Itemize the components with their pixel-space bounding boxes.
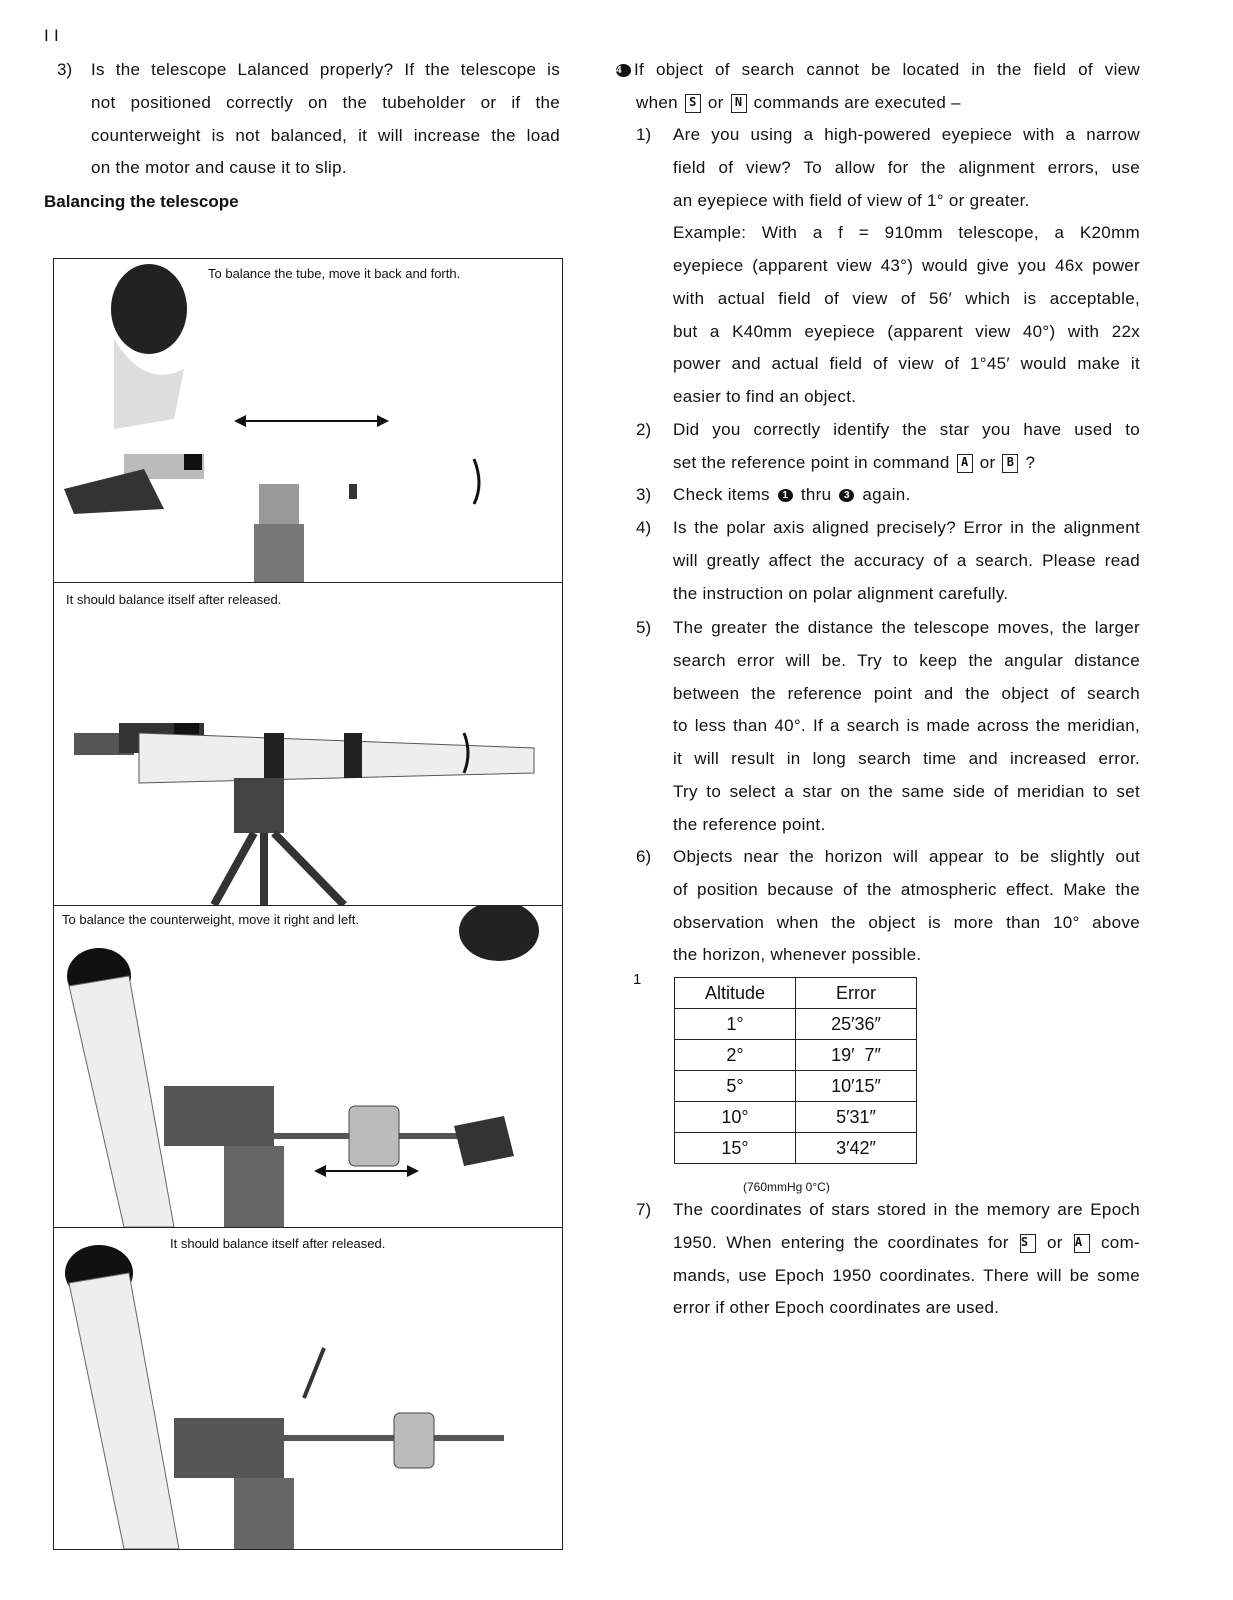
circled-number-1: 1 [778,489,793,502]
text-line [673,780,1140,804]
text-line [673,813,825,837]
text-run: thru [795,485,837,504]
telescope-tube-photo [54,259,562,582]
command-key-a: A [1074,1234,1090,1253]
text-line [673,516,1140,540]
altitude-cell: 2° [675,1040,796,1071]
text-line [673,714,1140,738]
figure-panel-1 [54,259,562,583]
table-note: (760mmHg 0°C) [743,1180,830,1194]
text-run: Is the polar axis aligned precisely? Error in the alignment [673,518,1140,537]
text-line: on the motor and cause it to slip. [91,158,347,178]
table-row [675,1009,917,1040]
balancing-figure [53,258,563,1550]
item-number: 4) [636,518,652,537]
command-key-a: A [957,454,973,473]
text-run: power and actual field of view of 1°45′ would make it [673,354,1140,374]
page-marker: I I [44,26,60,45]
text-line [673,582,1008,606]
text-run: again. [857,485,911,504]
figure-panel-4 [54,1228,562,1549]
counterweight-photo [54,906,562,1227]
altitude-cell: 5° [675,1071,796,1102]
text-line [673,320,1140,344]
text-line [673,747,1140,771]
text-run: ? [1020,452,1036,472]
item-number: 5) [636,618,652,637]
text-line [673,943,921,967]
text-run: between the reference point and the object of search [673,683,1140,703]
text-run: it will result in long search time and increased error. [673,749,1140,768]
text-line [673,1296,999,1320]
text-run: Did you correctly identify the star you have used to [673,420,1140,439]
header-error: Error [796,978,917,1009]
figure-panel-3 [54,906,562,1228]
item-number: 1) [636,125,652,144]
text-line [673,189,1030,213]
text-line [673,352,1140,376]
text-line: Is the telescope Lalanced properly? If the telescope is [91,60,560,79]
caption: To balance the counterweight, move it right and left. [62,912,360,927]
error-cell: 25′36″ [796,1009,917,1040]
circled-number-4: 4 [616,64,631,77]
text-run: search error will be. Try to keep the angular distance [673,650,1140,670]
text-run: or [1037,1232,1072,1252]
text-run: when [636,92,683,112]
error-cell: 3′42″ [796,1133,917,1164]
item-number: 2) [636,420,652,439]
table-row [675,1071,917,1102]
command-key-s: S [685,94,701,113]
text-line [673,287,1140,311]
text-run: com- [1091,1232,1140,1252]
text-line [673,549,1140,573]
text-line [673,483,911,507]
text-run: mands, use Epoch 1950 coordinates. There will be some [673,1265,1140,1285]
text-run: commands are executed – [748,92,961,112]
error-table [674,977,917,1164]
text-line [673,254,1140,278]
text-run: of position because of the atmospheric effect. Make the [673,879,1140,899]
text-run: error if other Epoch coordinates are used. [673,1298,1000,1318]
telescope-balanced-photo [54,583,562,905]
table-row [675,1040,917,1071]
altitude-cell: 1° [675,1009,796,1040]
text-run: easier to find an object. [673,387,857,406]
text-run: the reference point. [673,814,826,834]
text-run: or [974,452,1001,472]
item-number: 6) [636,847,652,866]
text-run: to less than 40°. If a search is made across the meridian, [673,716,1140,736]
text-run: with actual field of view of 56′ which is acceptable, [673,288,1140,308]
command-key-s: S [1020,1234,1036,1253]
table-header-row [675,978,917,1009]
caption: It should balance itself after released. [170,1236,386,1251]
text-run: or [702,92,729,112]
text-line [673,385,856,409]
text-line [673,616,1140,640]
item-number: 3) [57,60,73,79]
text-line [673,1231,1140,1255]
text-line [673,418,1140,442]
text-run: Objects near the horizon will appear to be slightly out [673,847,1140,866]
text-line [673,156,1140,180]
text-run: Check items [673,485,775,504]
text-line [636,91,961,115]
text-run: an eyepiece with field of view of 1° or greater. [673,190,1030,210]
command-key-n: N [731,94,747,113]
error-cell: 19′ 7″ [796,1040,917,1071]
text-run: observation when the object is more than 10° above [673,912,1140,932]
counterweight-balanced-photo [54,1228,562,1549]
section-heading: Balancing the telescope [44,192,239,211]
text-line: counterweight is not balanced, it will increase the load [91,125,560,145]
caption: It should balance itself after released. [66,592,282,607]
item-number: 7) [636,1200,652,1219]
text-run: eyepiece (apparent view 43°) would give you 46x power [673,256,1140,275]
text-line [673,123,1140,147]
header-altitude: Altitude [675,978,796,1009]
text-run: field of view? To allow for the alignment errors, use [673,157,1140,177]
text-line [673,845,1140,869]
text-line [613,58,1140,82]
altitude-cell: 10° [675,1102,796,1133]
text-run: the horizon, whenever possible. [673,945,922,965]
text-run: The greater the distance the telescope moves, the larger [673,618,1140,637]
text-run: 1950. When entering the coordinates for [673,1232,1018,1252]
text-line [673,911,1140,935]
circled-number-3: 3 [839,489,854,502]
caption: To balance the tube, move it back and forth. [208,266,461,281]
text-run: the instruction on polar alignment carefully. [673,583,1009,603]
table-row [675,1102,917,1133]
text-line [673,221,1140,245]
text-run: will greatly affect the accuracy of a search. Please read [673,550,1140,570]
text-line [673,682,1140,706]
text-line [673,649,1140,673]
command-key-b: B [1002,454,1018,473]
text-run: If object of search cannot be located in the field of view [634,60,1140,79]
text-line [673,451,1035,475]
error-cell: 5′31″ [796,1102,917,1133]
text-line [673,1198,1140,1222]
text-line [673,878,1140,902]
table-row [675,1133,917,1164]
text-run: Example: With a f = 910mm telescope, a K20mm [673,223,1140,243]
text-run: Try to select a star on the same side of meridian to set [673,781,1140,801]
altitude-cell: 15° [675,1133,796,1164]
table-marker: 1 [633,971,642,988]
text-run: set the reference point in command [673,452,955,472]
text-run: Are you using a high-powered eyepiece with a narrow [673,125,1140,144]
figure-panel-2 [54,583,562,906]
error-cell: 10′15″ [796,1071,917,1102]
text-line: not positioned correctly on the tubeholder or if the [91,92,560,112]
item-number: 3) [636,485,652,504]
text-run: but a K40mm eyepiece (apparent view 40°) with 22x [673,321,1140,341]
text-run: The coordinates of stars stored in the memory are Epoch [673,1200,1140,1219]
text-line [673,1264,1140,1288]
